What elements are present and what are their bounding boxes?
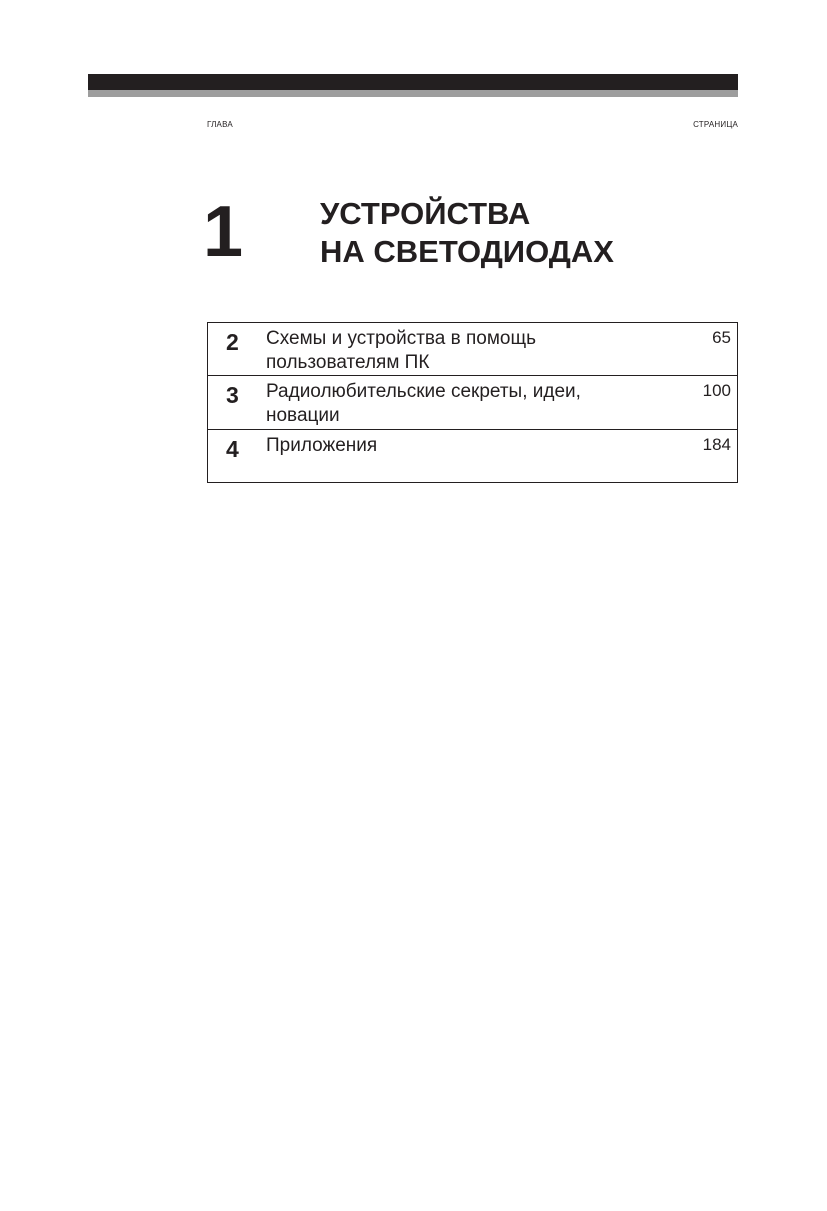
toc-chapter-title [266, 380, 666, 428]
current-chapter-title-line: НА СВЕТОДИОДАХ [320, 234, 614, 269]
toc-chapter-title-line: Радиолюбительские секреты, идеи, [266, 381, 581, 402]
header-bar-gray [88, 90, 738, 97]
toc-page-number: 100 [702, 381, 731, 400]
current-chapter-title [320, 195, 614, 271]
toc-chapter-title-line: Приложения [266, 435, 378, 456]
chapter-column-label: ГЛАВА [207, 120, 233, 129]
header-bar-dark [88, 74, 738, 90]
page-column-label: СТРАНИЦА [693, 120, 738, 129]
toc-chapter-number: 2 [226, 329, 239, 355]
toc-chapter-title-line: Схемы и устройства в помощь [266, 328, 537, 349]
toc-row[interactable] [208, 429, 737, 482]
toc-chapter-title-line: пользователям ПК [266, 352, 430, 373]
toc-chapter-title-line: новации [266, 405, 340, 426]
current-chapter-title-line: УСТРОЙСТВА [320, 196, 531, 231]
toc-chapter-title [266, 434, 666, 458]
current-chapter-number: 1 [203, 192, 244, 272]
toc-chapter-title [266, 327, 666, 375]
toc-page-number: 184 [702, 435, 731, 454]
toc-row[interactable] [208, 323, 737, 375]
toc-chapter-number: 4 [226, 436, 239, 462]
toc-chapter-number: 3 [226, 382, 239, 408]
toc-page-number: 65 [712, 328, 731, 347]
toc-table [207, 322, 738, 483]
toc-row[interactable] [208, 375, 737, 429]
